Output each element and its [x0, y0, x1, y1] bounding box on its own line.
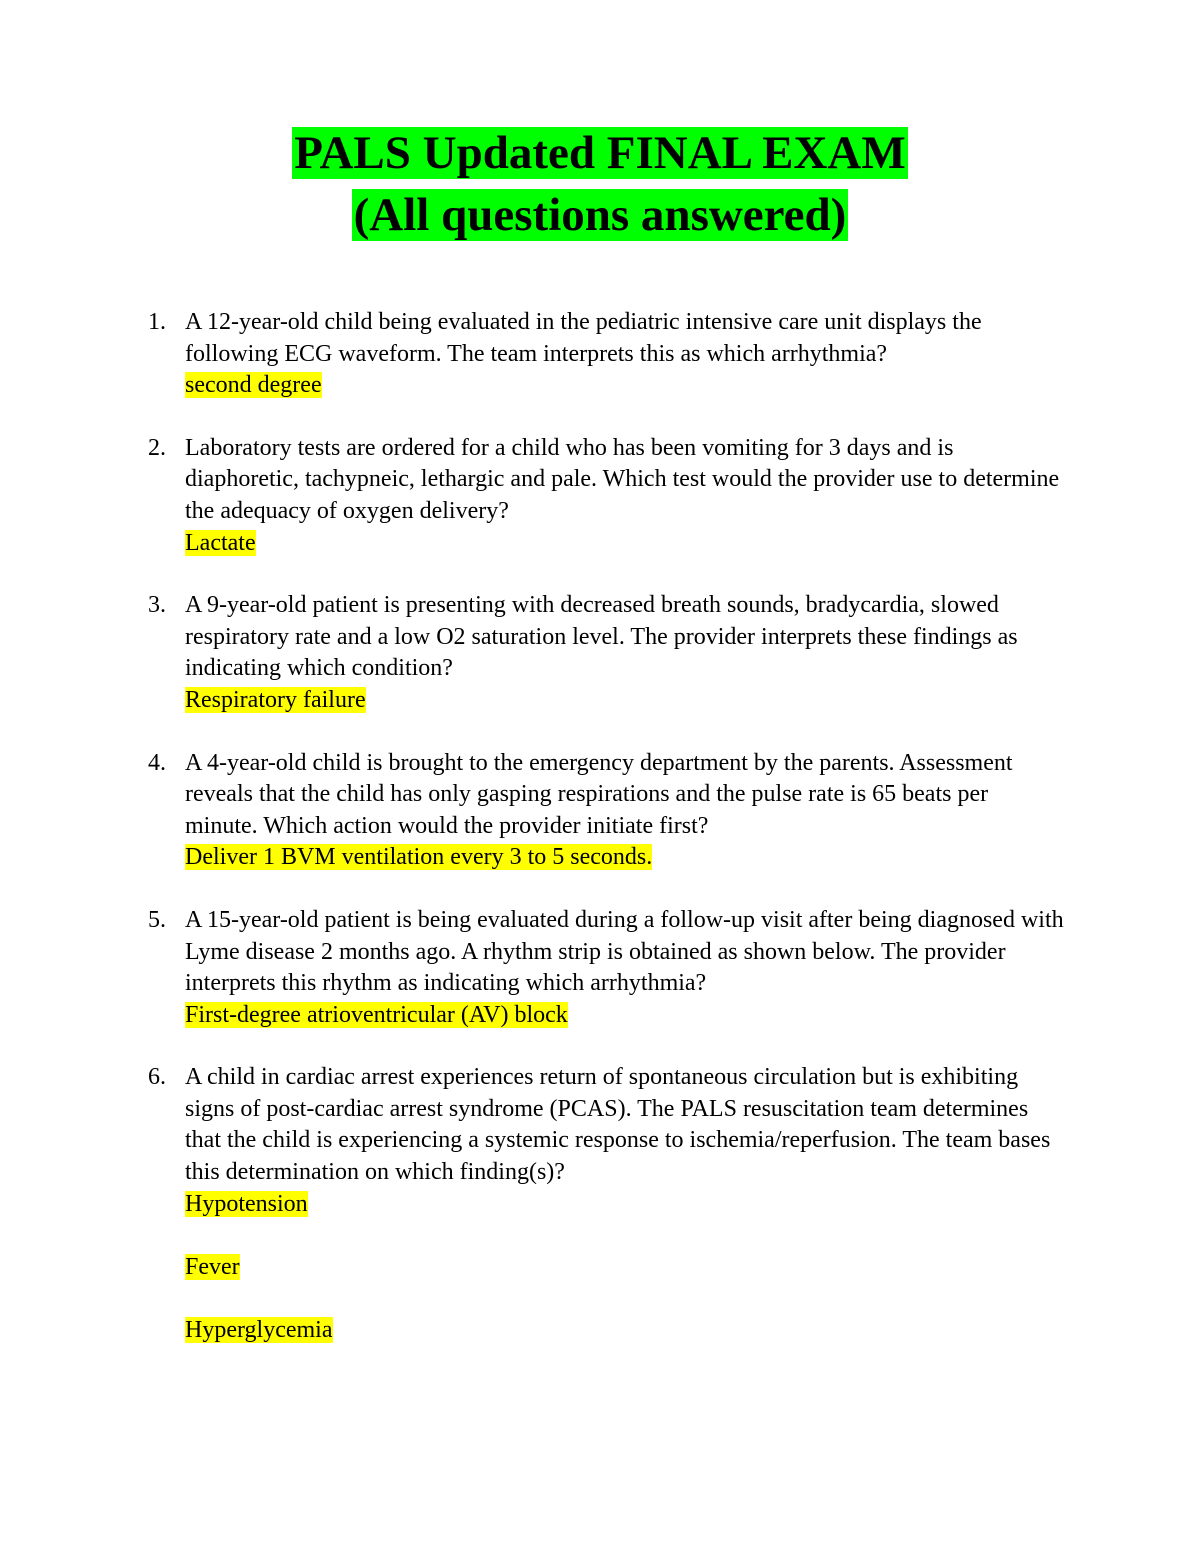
question-item	[0, 748, 1200, 874]
title-line-1	[0, 122, 1200, 184]
title-line-2	[0, 184, 1200, 246]
question-text: A child in cardiac arrest experiences return of spontaneous circulation but is exhibiting signs of post-cardiac arrest syndrome (PCAS). The PALS resuscitation team determines that the child is experiencing a systemic response to ischemia/reperfusion. The team bases this determination on which finding(s)?	[185, 1064, 1051, 1186]
answer-line	[185, 528, 1065, 560]
document-title	[0, 122, 1200, 246]
answer-line	[185, 1252, 1065, 1284]
question-list	[0, 307, 1200, 1378]
answer-text: Hyperglycemia	[185, 1317, 333, 1344]
question-item	[0, 307, 1200, 402]
question-number: 1.	[148, 309, 166, 335]
answer-text: second degree	[185, 372, 322, 399]
question-body	[185, 748, 1065, 874]
answer-line	[185, 1189, 1065, 1221]
answer-text: Deliver 1 BVM ventilation every 3 to 5 seconds.	[185, 844, 653, 871]
question-body	[185, 590, 1065, 716]
answer-line	[185, 842, 1065, 874]
answer-line	[185, 685, 1065, 717]
answer-text: Fever	[185, 1253, 240, 1280]
title-line-2-text: (All questions answered)	[353, 189, 847, 241]
question-text: A 12-year-old child being evaluated in the pediatric intensive care unit displays the following ECG waveform. The team interprets this as which arrhythmia?	[185, 309, 982, 367]
answer-text: Respiratory failure	[185, 686, 366, 713]
question-item	[0, 433, 1200, 559]
question-number: 3.	[148, 592, 166, 619]
question-number: 2.	[148, 434, 166, 461]
answer-text: First-degree atrioventricular (AV) block	[185, 1001, 568, 1028]
question-body	[185, 307, 1065, 402]
question-number: 6.	[148, 1064, 166, 1091]
answer-line	[185, 1315, 1065, 1347]
title-line-1-text: PALS Updated FINAL EXAM	[294, 127, 906, 179]
question-item	[0, 905, 1200, 1031]
question-number: 5.	[148, 906, 166, 933]
answer-line	[185, 370, 1065, 402]
question-item	[0, 1062, 1200, 1346]
question-text: Laboratory tests are ordered for a child who has been vomiting for 3 days and is diaphoretic, tachypneic, lethargic and pale. Which test would the provider use to determine the adequacy of oxygen delivery?	[185, 434, 1060, 524]
answer-spacer	[185, 1283, 1065, 1315]
question-body	[185, 905, 1065, 1031]
question-text: A 4-year-old child is brought to the emergency department by the parents. Assessment reveals that the child has only gasping respirations and the pulse rate is 65 beats per minute. Which action would the provider initiate first?	[185, 749, 1013, 839]
answer-line	[185, 1000, 1065, 1032]
question-number: 4.	[148, 749, 166, 776]
question-text: A 9-year-old patient is presenting with decreased breath sounds, bradycardia, slowed respiratory rate and a low O2 saturation level. The provider interprets these findings as indicating which condition?	[185, 592, 1018, 682]
question-item	[0, 590, 1200, 716]
answer-spacer	[185, 1220, 1065, 1252]
question-body	[185, 433, 1065, 559]
question-text: A 15-year-old patient is being evaluated during a follow-up visit after being diagnosed with Lyme disease 2 months ago. A rhythm strip is obtained as shown below. The provider interprets this rhythm as indicating which arrhythmia?	[185, 906, 1064, 997]
answer-text: Hypotension	[185, 1190, 308, 1217]
question-body	[185, 1062, 1065, 1346]
answer-text: Lactate	[185, 529, 256, 556]
